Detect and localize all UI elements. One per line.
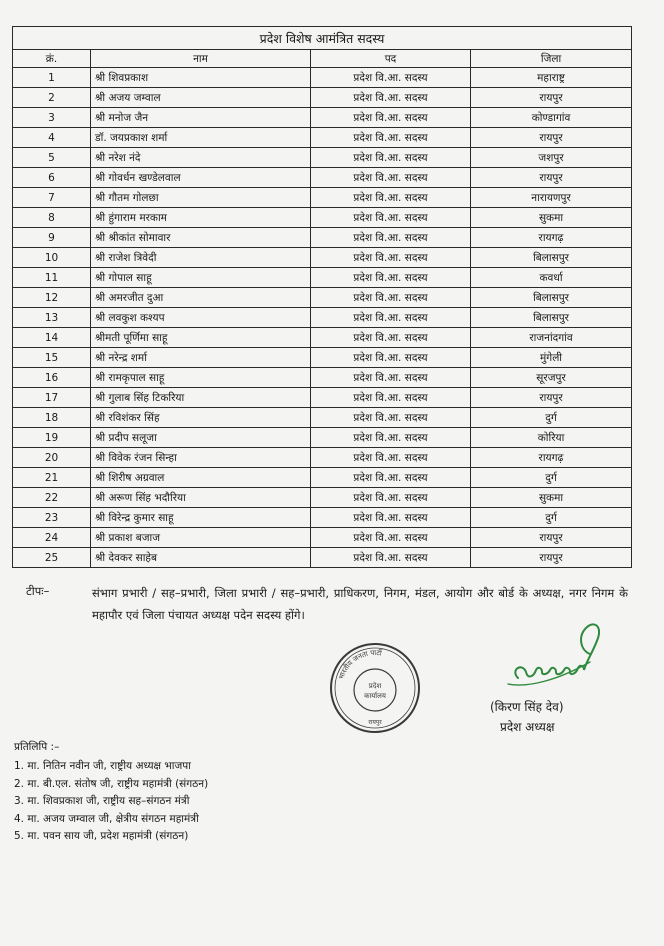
signatory-name: (किरण सिंह देव) [490, 700, 564, 714]
cell-post: प्रदेश वि.आ. सदस्य [311, 408, 471, 428]
cell-serial: 18 [13, 408, 91, 428]
signatory-title: प्रदेश अध्यक्ष [500, 720, 555, 734]
table-title: प्रदेश विशेष आमंत्रित सदस्य [13, 27, 632, 50]
cell-serial: 9 [13, 228, 91, 248]
cell-district: सुकमा [471, 488, 632, 508]
cell-name: श्री प्रकाश बजाज [91, 528, 311, 548]
cell-district: सुकमा [471, 208, 632, 228]
cell-name: श्री लवकुश कश्यप [91, 308, 311, 328]
cell-post: प्रदेश वि.आ. सदस्य [311, 88, 471, 108]
table-row [13, 408, 632, 428]
cell-post: प्रदेश वि.आ. सदस्य [311, 328, 471, 348]
cell-post: प्रदेश वि.आ. सदस्य [311, 288, 471, 308]
cell-post: प्रदेश वि.आ. सदस्य [311, 268, 471, 288]
cell-name: श्री रामकृपाल साहू [91, 368, 311, 388]
cell-serial: 22 [13, 488, 91, 508]
table-body [13, 68, 632, 568]
cell-serial: 13 [13, 308, 91, 328]
cell-name: श्री अजय जम्वाल [91, 88, 311, 108]
cell-post: प्रदेश वि.आ. सदस्य [311, 108, 471, 128]
cell-district: नारायणपुर [471, 188, 632, 208]
cell-district: रायपुर [471, 88, 632, 108]
svg-text:कार्यालय: कार्यालय [364, 692, 386, 700]
cell-district: सूरजपुर [471, 368, 632, 388]
cell-name: श्री शिवप्रकाश [91, 68, 311, 88]
cell-serial: 21 [13, 468, 91, 488]
cell-post: प्रदेश वि.आ. सदस्य [311, 468, 471, 488]
svg-text:भारतीय जनता पार्टी: भारतीय जनता पार्टी [337, 648, 383, 681]
cell-post: प्रदेश वि.आ. सदस्य [311, 128, 471, 148]
cell-post: प्रदेश वि.आ. सदस्य [311, 148, 471, 168]
header-post: पद [311, 50, 471, 68]
cell-post: प्रदेश वि.आ. सदस्य [311, 548, 471, 568]
table-row [13, 68, 632, 88]
cell-serial: 2 [13, 88, 91, 108]
cell-post: प्रदेश वि.आ. सदस्य [311, 508, 471, 528]
cell-district: कवर्धा [471, 268, 632, 288]
table-row [13, 168, 632, 188]
cell-serial: 4 [13, 128, 91, 148]
cell-serial: 17 [13, 388, 91, 408]
cell-name: श्री नरेश नंदे [91, 148, 311, 168]
table-row [13, 128, 632, 148]
cell-district: बिलासपुर [471, 308, 632, 328]
cell-post: प्रदेश वि.आ. सदस्य [311, 448, 471, 468]
cell-district: महाराष्ट्र [471, 68, 632, 88]
cell-serial: 16 [13, 368, 91, 388]
cell-serial: 3 [13, 108, 91, 128]
cell-serial: 19 [13, 428, 91, 448]
cell-name: श्री देवकर साहेब [91, 548, 311, 568]
table-row [13, 428, 632, 448]
table-row [13, 368, 632, 388]
note-text: संभाग प्रभारी / सह–प्रभारी, जिला प्रभारी / सह–प्रभारी, प्राधिकरण, निगम, मंडल, आयोग और बोर्ड के अध्यक्ष, नगर निगम के महापौर एवं जिला पंचायत अध्यक्ष पदेन सदस्य होंगे। [92, 586, 628, 622]
cell-serial: 1 [13, 68, 91, 88]
header-district: जिला [471, 50, 632, 68]
cell-district: दुर्ग [471, 468, 632, 488]
copy-item: 4. मा. अजय जम्वाल जी, क्षेत्रीय संगठन महामंत्री [14, 812, 199, 825]
cell-name: श्री रविशंकर सिंह [91, 408, 311, 428]
table-row [13, 288, 632, 308]
copies-list [14, 758, 208, 846]
copy-item: 3. मा. शिवप्रकाश जी, राष्ट्रीय सह–संगठन मंत्री [14, 795, 190, 808]
cell-serial: 6 [13, 168, 91, 188]
cell-name: श्री गोपाल साहू [91, 268, 311, 288]
cell-district: कोरिया [471, 428, 632, 448]
cell-post: प्रदेश वि.आ. सदस्य [311, 388, 471, 408]
cell-district: रायपुर [471, 168, 632, 188]
cell-serial: 23 [13, 508, 91, 528]
office-seal [328, 640, 422, 736]
copies-heading: प्रतिलिपि :– [14, 741, 60, 753]
table-row [13, 348, 632, 368]
table-row [13, 388, 632, 408]
cell-name: श्री मनोज जैन [91, 108, 311, 128]
cell-name: श्री श्रीकांत सोमावार [91, 228, 311, 248]
table-row [13, 248, 632, 268]
cell-district: कोण्डागांव [471, 108, 632, 128]
members-table [12, 26, 632, 568]
cell-name: श्री गुलाब सिंह टिकरिया [91, 388, 311, 408]
cell-district: बिलासपुर [471, 248, 632, 268]
cell-post: प्रदेश वि.आ. सदस्य [311, 528, 471, 548]
cell-post: प्रदेश वि.आ. सदस्य [311, 348, 471, 368]
cell-post: प्रदेश वि.आ. सदस्य [311, 368, 471, 388]
table-row [13, 88, 632, 108]
cell-district: राजनांदगांव [471, 328, 632, 348]
cell-name: श्रीमती पूर्णिमा साहू [91, 328, 311, 348]
cell-district: बिलासपुर [471, 288, 632, 308]
cell-serial: 20 [13, 448, 91, 468]
table-row [13, 108, 632, 128]
table-row [13, 148, 632, 168]
cell-post: प्रदेश वि.आ. सदस्य [311, 308, 471, 328]
cell-name: श्री गौतम गोलछा [91, 188, 311, 208]
cell-name: श्री नरेन्द्र शर्मा [91, 348, 311, 368]
svg-text:रायपुर: रायपुर [368, 719, 382, 726]
cell-serial: 14 [13, 328, 91, 348]
table-row [13, 228, 632, 248]
cell-name: श्री राजेश त्रिवेदी [91, 248, 311, 268]
cell-district: जशपुर [471, 148, 632, 168]
header-name: नाम [91, 50, 311, 68]
table-row [13, 468, 632, 488]
copy-item: 1. मा. नितिन नवीन जी, राष्ट्रीय अध्यक्ष भाजपा [14, 760, 191, 772]
cell-serial: 24 [13, 528, 91, 548]
cell-serial: 15 [13, 348, 91, 368]
cell-serial: 11 [13, 268, 91, 288]
cell-name: श्री अमरजीत दुआ [91, 288, 311, 308]
cell-post: प्रदेश वि.आ. सदस्य [311, 228, 471, 248]
cell-serial: 12 [13, 288, 91, 308]
cell-name: डॉ. जयप्रकाश शर्मा [91, 128, 311, 148]
note-label: टीपः– [26, 584, 50, 598]
cell-post: प्रदेश वि.आ. सदस्य [311, 428, 471, 448]
signature [498, 610, 613, 695]
table-row [13, 308, 632, 328]
cell-serial: 5 [13, 148, 91, 168]
header-sn: क्रं. [13, 50, 91, 68]
cell-name: श्री हुंगाराम मरकाम [91, 208, 311, 228]
table-row [13, 208, 632, 228]
cell-post: प्रदेश वि.आ. सदस्य [311, 168, 471, 188]
copy-item: 5. मा. पवन साय जी, प्रदेश महामंत्री (संगठन) [14, 830, 189, 843]
table-row [13, 268, 632, 288]
table-header-row [13, 50, 632, 68]
table-row [13, 548, 632, 568]
cell-name: श्री प्रदीप सलूजा [91, 428, 311, 448]
cell-district: दुर्ग [471, 408, 632, 428]
table-row [13, 528, 632, 548]
cell-district: रायगढ़ [471, 228, 632, 248]
cell-post: प्रदेश वि.आ. सदस्य [311, 248, 471, 268]
cell-district: दुर्ग [471, 508, 632, 528]
cell-district: रायपुर [471, 128, 632, 148]
cell-name: श्री शिरीष अग्रवाल [91, 468, 311, 488]
cell-post: प्रदेश वि.आ. सदस्य [311, 188, 471, 208]
cell-name: श्री गोवर्धन खण्डेलवाल [91, 168, 311, 188]
cell-district: मुंगेली [471, 348, 632, 368]
table-row [13, 188, 632, 208]
table-row [13, 488, 632, 508]
svg-text:प्रदेश: प्रदेश [368, 682, 382, 690]
cell-district: रायपुर [471, 548, 632, 568]
table-row [13, 328, 632, 348]
cell-post: प्रदेश वि.आ. सदस्य [311, 208, 471, 228]
table-row [13, 448, 632, 468]
cell-district: रायगढ़ [471, 448, 632, 468]
cell-name: श्री विरेन्द्र कुमार साहू [91, 508, 311, 528]
table-row [13, 508, 632, 528]
cell-post: प्रदेश वि.आ. सदस्य [311, 488, 471, 508]
cell-name: श्री अरूण सिंह भदौरिया [91, 488, 311, 508]
copy-item: 2. मा. बी.एल. संतोष जी, राष्ट्रीय महामंत्री (संगठन) [14, 777, 209, 790]
cell-serial: 10 [13, 248, 91, 268]
cell-district: रायपुर [471, 528, 632, 548]
cell-serial: 8 [13, 208, 91, 228]
cell-post: प्रदेश वि.आ. सदस्य [311, 68, 471, 88]
cell-name: श्री विवेक रंजन सिन्हा [91, 448, 311, 468]
cell-serial: 25 [13, 548, 91, 568]
cell-district: रायपुर [471, 388, 632, 408]
cell-serial: 7 [13, 188, 91, 208]
